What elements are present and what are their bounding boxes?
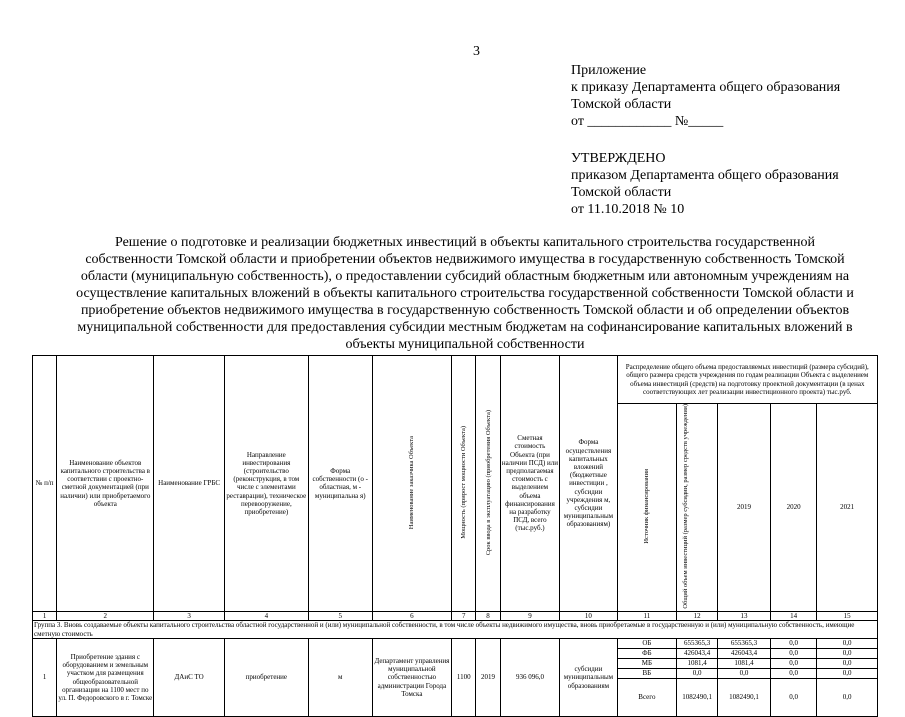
col-number: 9 <box>500 611 560 620</box>
approval-line-1: УТВЕРЖДЕНО <box>571 151 666 166</box>
row-grbs: ДАиС ТО <box>154 639 225 717</box>
finance-2021: 0,0 <box>817 669 878 679</box>
approval-line-4: от 11.10.2018 № 10 <box>571 202 685 217</box>
finance-2021: 0,0 <box>817 639 878 649</box>
finance-2020: 0,0 <box>770 659 816 669</box>
col-number: 3 <box>154 611 225 620</box>
column-number-row <box>33 611 878 620</box>
header-term-text: Срок ввода в эксплуатацию (приобретения Объекта) <box>484 409 492 555</box>
page-number: 3 <box>473 44 480 59</box>
header-direction: Направление инвестирования (строительство (реконструкция, в том числе с элементами реставрации), техническое перевооружение, приобретение) <box>224 356 308 612</box>
finance-2019: 426043,4 <box>717 649 770 659</box>
finance-source: ОБ <box>617 639 677 649</box>
finance-source: ВБ <box>617 669 677 679</box>
col-number: 2 <box>57 611 154 620</box>
finance-2021: 0,0 <box>817 659 878 669</box>
finance-source: МБ <box>617 659 677 669</box>
header-customer <box>372 356 451 612</box>
finance-2021: 0,0 <box>817 679 878 717</box>
header-total <box>677 404 718 612</box>
row-form: субсидии муниципальным образованиям <box>560 639 617 717</box>
header-source-text: Источник финансирования <box>643 469 651 544</box>
group-row <box>33 621 878 639</box>
finance-source: Всего <box>617 679 677 717</box>
header-source <box>617 404 677 612</box>
finance-total: 655365,3 <box>677 639 718 649</box>
header-form: Форма осуществления капитальных вложений (бюджетные инвестиции , субсидии учреждения м, субсидии муниципальным образованиям) <box>560 356 617 612</box>
col-number: 15 <box>817 611 878 620</box>
header-cost: Сметная стоимость Объекта (при наличии ПСД) или предполагаемая стоимость с выделением объема финансирования на разработку ПСД, всего (тыс.руб.) <box>500 356 560 612</box>
col-number: 13 <box>717 611 770 620</box>
approval-block <box>571 150 839 218</box>
finance-2020: 0,0 <box>770 649 816 659</box>
col-number: 11 <box>617 611 677 620</box>
appendix-block <box>571 62 840 130</box>
finance-2021: 0,0 <box>817 649 878 659</box>
finance-total: 426043,4 <box>677 649 718 659</box>
appendix-line-2: к приказу Департамента общего образования <box>571 80 841 95</box>
col-number: 1 <box>33 611 57 620</box>
header-capacity <box>452 356 476 612</box>
finance-2019: 1082490,1 <box>717 679 770 717</box>
header-object: Наименование объектов капитального строительства в соответствии с проектно-сметной документацией (при наличии) или приобретаемого объекта <box>57 356 154 612</box>
appendix-line-3: Томской области <box>571 97 672 112</box>
col-number: 5 <box>308 611 372 620</box>
header-2021: 2021 <box>817 404 878 612</box>
row-customer: Департамент управления муниципальной собственностью администрации Города Томска <box>372 639 451 717</box>
finance-2019: 655365,3 <box>717 639 770 649</box>
row-ownership: м <box>308 639 372 717</box>
col-number: 6 <box>372 611 451 620</box>
finance-source: ФБ <box>617 649 677 659</box>
col-number: 14 <box>770 611 816 620</box>
header-distribution: Распределение общего объема предоставляемых инвестиций (размера субсидий), общего размера средств учреждения по годам реализации Объекта с выделением объема инвестиций (средств) на подготовку проектной документации (в ценах соответствующих лет реализации инвестиционного проекта) тыс.руб. <box>617 356 877 404</box>
finance-2019: 0,0 <box>717 669 770 679</box>
group-label: Группа 3. Вновь создаваемые объекты капитального строительства областной государственной и (или) муниципальной собственности, в том числе объекты недвижимого имущества, вновь приобретаемые в государственную и (или) муниципальную собственность, имеющие сметную стоимость <box>33 621 878 639</box>
header-ownership: Форма собственности (о - областная, м - муниципальна я) <box>308 356 372 612</box>
investment-table <box>32 355 878 717</box>
row-object: Приобретение здания с оборудованием и земельным участком для размещения общеобразовательной организации на 1100 мест по ул. П. Федоровского в г. Томске <box>57 639 154 717</box>
finance-2020: 0,0 <box>770 679 816 717</box>
appendix-line-4: от ____________ №_____ <box>571 114 724 129</box>
header-capacity-text: Мощность (прирост мощности Объекта) <box>460 425 468 539</box>
row-term: 2019 <box>476 639 500 717</box>
finance-2019: 1081,4 <box>717 659 770 669</box>
finance-total: 1082490,1 <box>677 679 718 717</box>
header-2020: 2020 <box>770 404 816 612</box>
approval-line-3: Томской области <box>571 185 672 200</box>
finance-2020: 0,0 <box>770 639 816 649</box>
col-number: 7 <box>452 611 476 620</box>
col-number: 4 <box>224 611 308 620</box>
approval-line-2: приказом Департамента общего образования <box>571 168 839 183</box>
header-customer-text: Наименование заказчика Объекта <box>408 435 416 529</box>
row-cost: 936 096,0 <box>500 639 560 717</box>
col-number: 12 <box>677 611 718 620</box>
col-number: 10 <box>560 611 617 620</box>
header-term <box>476 356 500 612</box>
row-direction: приобретение <box>224 639 308 717</box>
table-row <box>33 639 878 649</box>
row-capacity: 1100 <box>452 639 476 717</box>
finance-total: 0,0 <box>677 669 718 679</box>
col-number: 8 <box>476 611 500 620</box>
header-total-text: Общий объем инвестиций (размер субсидии, размер средств учреждения) <box>682 404 690 609</box>
header-2019: 2019 <box>717 404 770 612</box>
document-title: Решение о подготовке и реализации бюджетных инвестиций в объекты капитального строительства государственной собственности Томской области и приобретении объектов недвижимого имущества в государственную собственность Томской области (муниципальную собственность), о предоставлении субсидий областным бюджетным или автономным учреждениям на осуществление капитальных вложений в объекты капитального строительства государственной собственности Томской области и приобретение объектов недвижимого имущества в государственную собственность Томской области и об определении объектов муниципальной собственности для предоставления субсидии местным бюджетам на софинансирование капитальных вложений в объекты муниципальной собственности <box>76 235 854 352</box>
row-num: 1 <box>33 639 57 717</box>
finance-2020: 0,0 <box>770 669 816 679</box>
header-num: № п/п <box>33 356 57 612</box>
appendix-line-1: Приложение <box>571 63 647 78</box>
header-grbs: Наименование ГРБС <box>154 356 225 612</box>
finance-total: 1081,4 <box>677 659 718 669</box>
